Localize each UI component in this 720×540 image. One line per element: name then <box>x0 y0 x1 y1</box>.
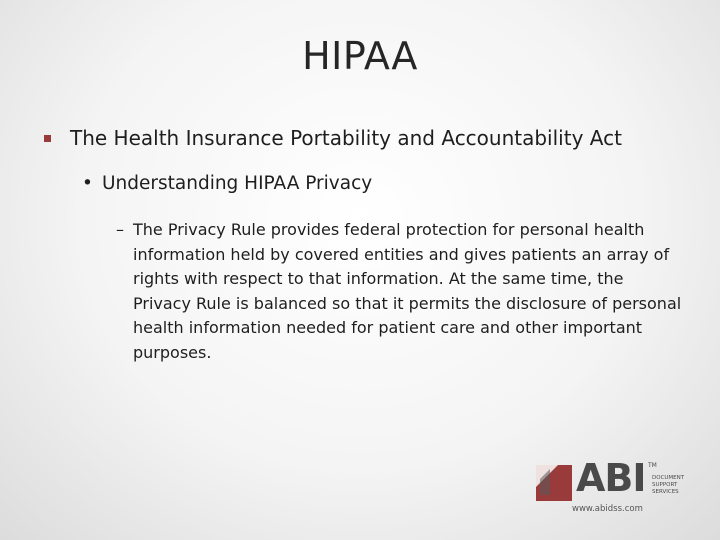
bullet-level-3-text: The Privacy Rule provides federal protection for personal health information held by covered entities and gives patients an array of rights with respect to that information. At the same time, the Privacy Rule is balanced so that it permits the disclosure of personal health information needed for patient care and other important purposes. <box>133 220 682 362</box>
logo-url[interactable]: www.abidss.com <box>572 504 643 514</box>
square-bullet-icon <box>44 135 51 142</box>
logo-subtitle-line: SUPPORT <box>652 482 678 488</box>
bullet-level-1 <box>44 126 694 150</box>
slide-title: HIPAA <box>302 34 418 78</box>
abi-logo <box>536 456 686 518</box>
logo-abi-text: ABI <box>576 456 646 500</box>
round-bullet-icon: • <box>82 173 93 194</box>
logo-subtitle <box>652 475 686 496</box>
bullet-level-3 <box>116 218 686 365</box>
logo-trademark: TM <box>648 462 657 469</box>
abi-logo-mark-icon <box>536 465 572 501</box>
bullet-level-1-text: The Health Insurance Portability and Accountability Act <box>70 126 622 150</box>
logo-subtitle-line: DOCUMENT <box>652 475 685 481</box>
dash-bullet-icon: – <box>116 220 124 239</box>
logo-subtitle-line: SERVICES <box>652 489 679 495</box>
bullet-level-2 <box>82 173 682 194</box>
bullet-level-2-text: Understanding HIPAA Privacy <box>102 173 373 194</box>
